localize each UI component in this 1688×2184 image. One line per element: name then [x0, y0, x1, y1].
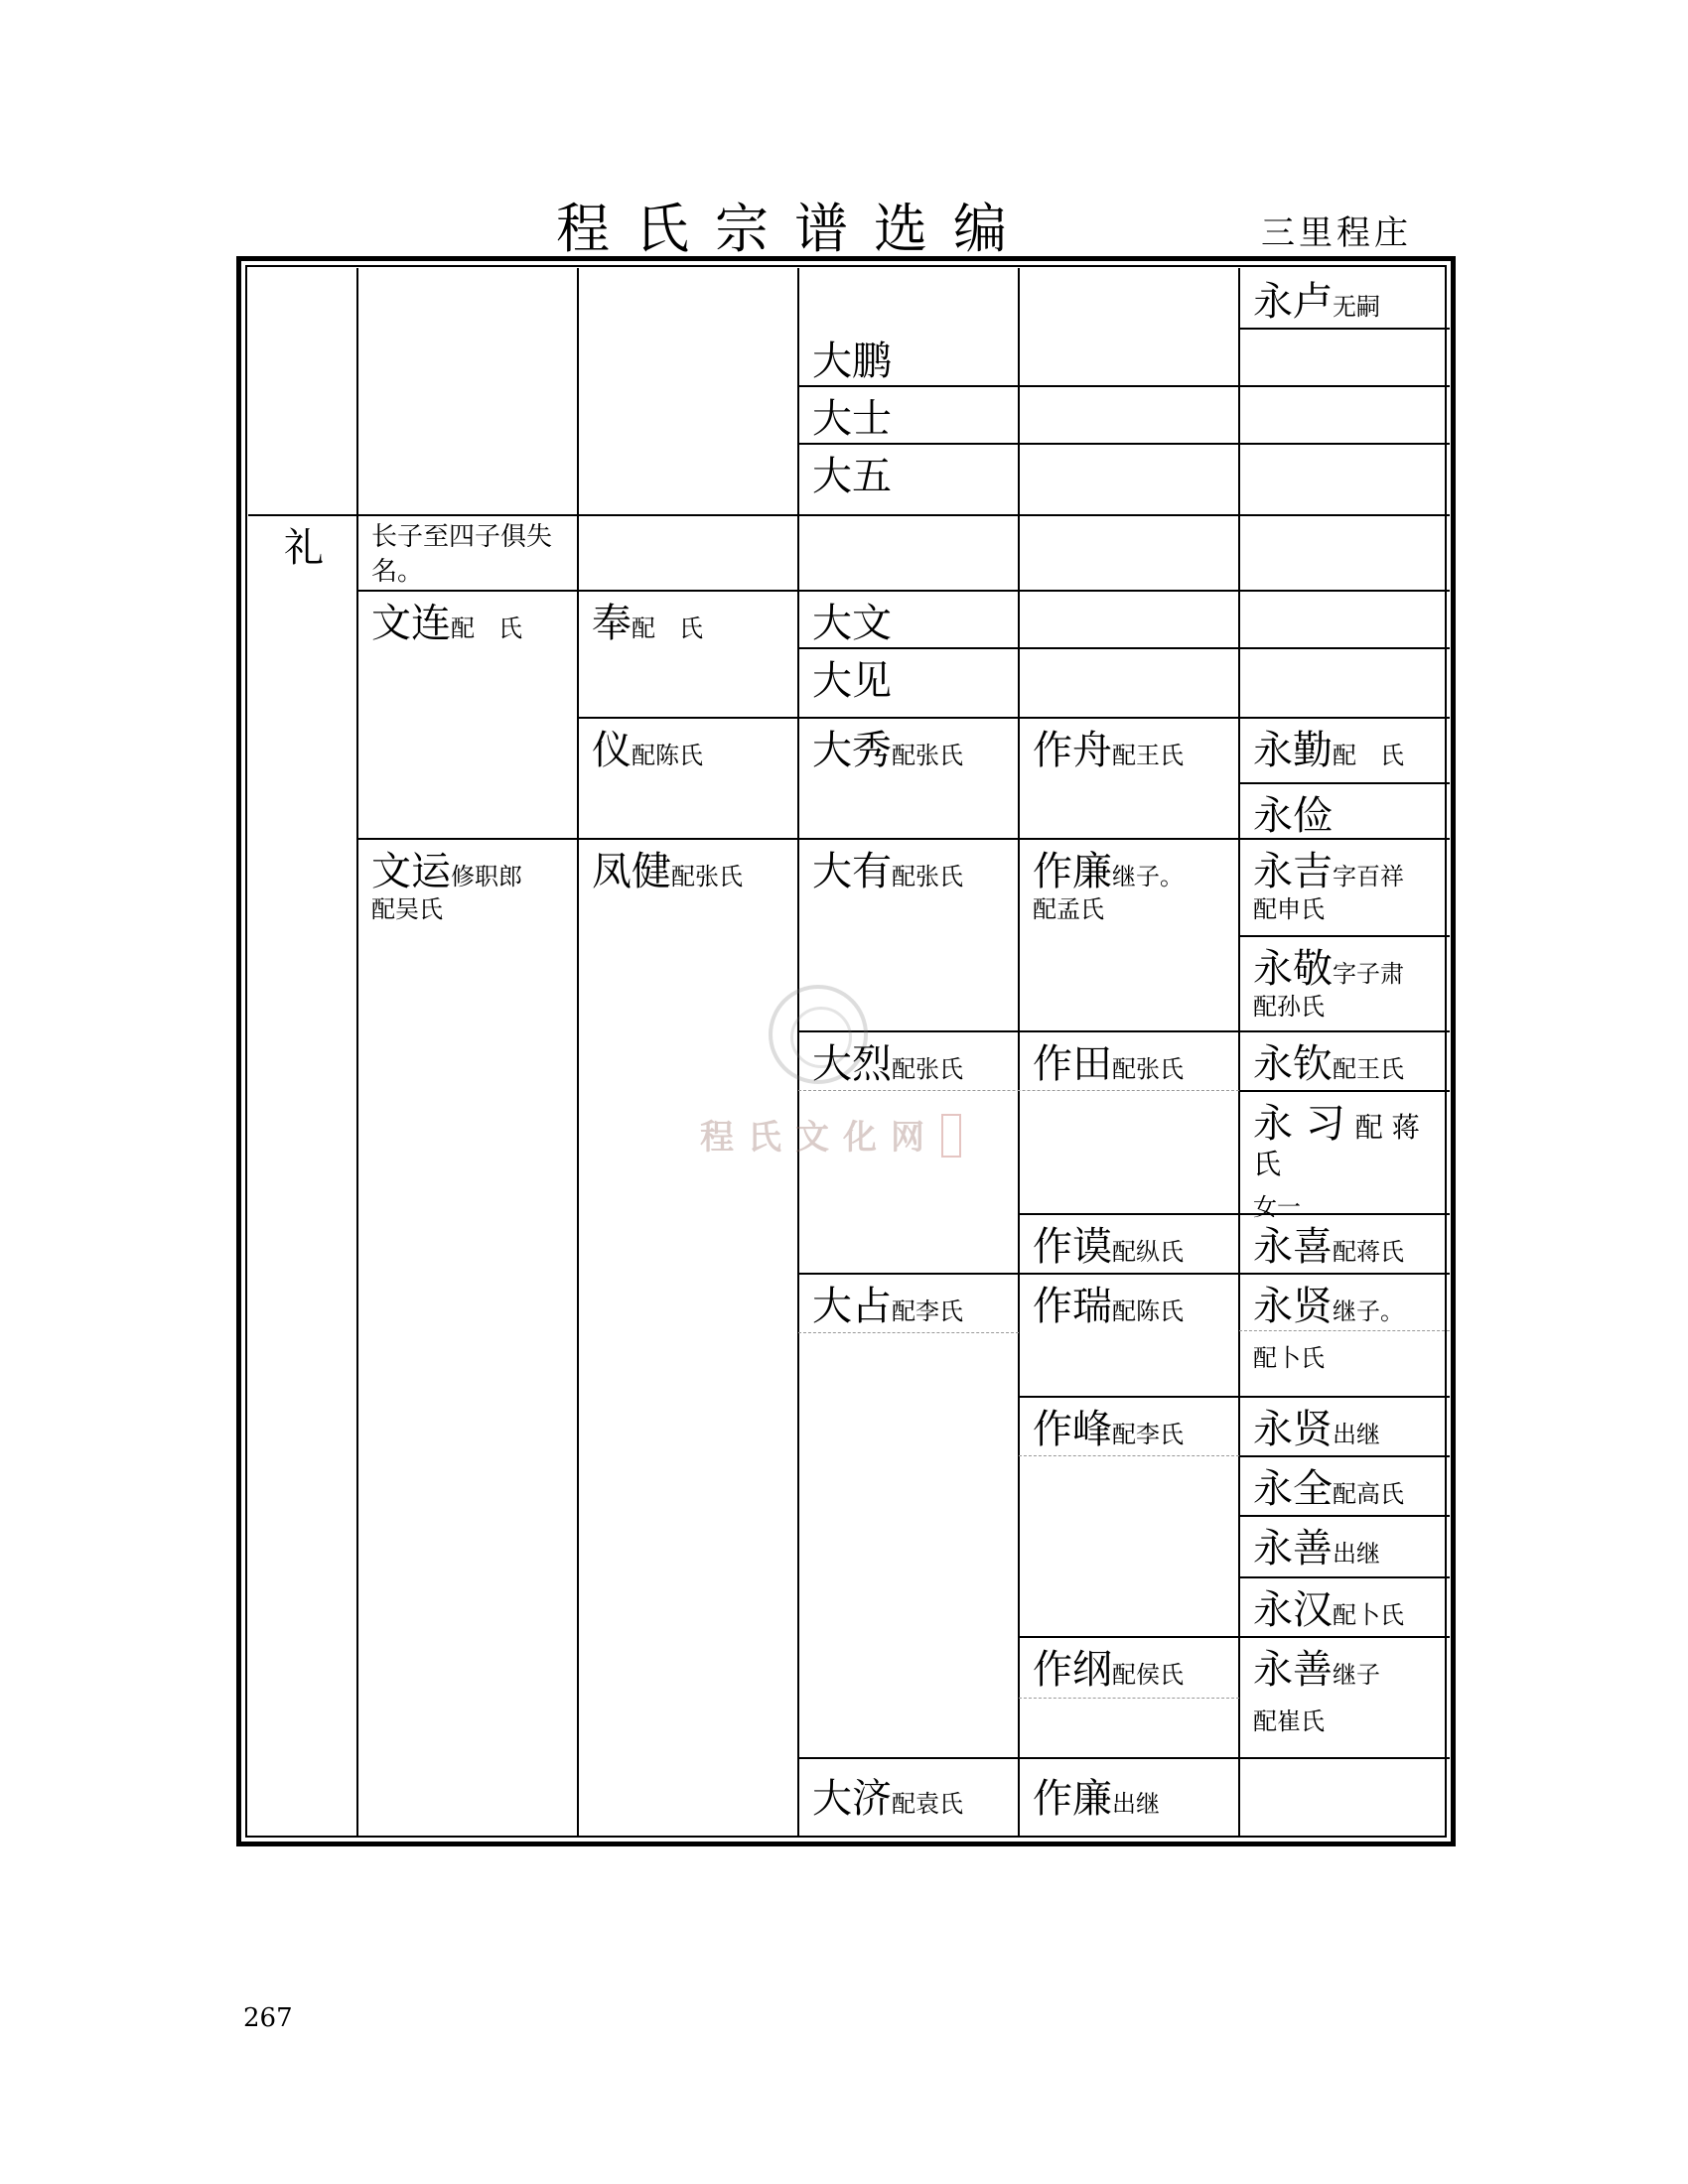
entry-note: 字子肃	[1333, 960, 1404, 988]
entry-name: 大士	[812, 396, 892, 442]
genealogy-entry	[798, 330, 1019, 385]
genealogy-entry	[1019, 840, 1239, 939]
entry-name: 永贤	[1253, 1284, 1333, 1329]
entry-name: 永吉	[1253, 849, 1333, 894]
entry-name: 作峰	[1033, 1407, 1112, 1452]
genealogy-entry	[578, 840, 798, 899]
entry-note-spouse: 配卜氏	[1253, 1344, 1325, 1372]
genealogy-entry	[1019, 1398, 1239, 1455]
genealogy-entry	[1239, 1517, 1450, 1576]
entry-name: 永善	[1253, 1647, 1333, 1693]
entry-note: 修职郎	[451, 863, 522, 890]
row-divider	[1239, 328, 1450, 330]
entry-name: 大有	[812, 849, 892, 894]
entry-note-spouse: 配崔氏	[1253, 1707, 1325, 1735]
entry-note: 出继	[1112, 1790, 1160, 1818]
entry-name: 永全	[1253, 1466, 1333, 1512]
genealogy-entry	[1019, 719, 1239, 778]
genealogy-entry	[1239, 1092, 1450, 1221]
entry-note: 配 氏	[1333, 742, 1404, 769]
entry-name: 文运	[371, 849, 451, 894]
genealogy-entry	[798, 719, 1019, 778]
genealogy-entry	[357, 592, 578, 651]
entry-name: 奉	[592, 601, 632, 646]
genealogy-entry	[1239, 840, 1450, 935]
genealogy-entry	[798, 1275, 1019, 1334]
genealogy-entry	[1019, 1638, 1239, 1698]
entry-name: 凤健	[592, 849, 671, 894]
entry-note-children: 女一	[1253, 1192, 1301, 1221]
entry-name: 永喜	[1253, 1224, 1333, 1270]
entry-note-spouse: 配吴氏	[371, 895, 443, 923]
entry-note: 配 氏	[632, 614, 703, 642]
page-title: 程氏宗谱选编	[556, 198, 1033, 260]
entry-note: 出继	[1333, 1421, 1380, 1448]
entry-note: 配李氏	[1112, 1421, 1184, 1448]
entry-name: 作瑞	[1033, 1284, 1112, 1329]
entry-note: 配张氏	[1112, 1055, 1184, 1083]
genealogy-entry	[357, 516, 568, 590]
entry-name: 永贤	[1253, 1407, 1333, 1452]
entry-name: 大济	[812, 1776, 892, 1822]
entry-note: 配纵氏	[1112, 1238, 1184, 1266]
entry-name: 永敬	[1253, 946, 1333, 992]
page-number: 267	[243, 2003, 293, 2033]
genealogy-entry	[1239, 1032, 1450, 1090]
entry-note-spouse: 配孟氏	[1033, 895, 1104, 923]
genealogy-entry	[1239, 1398, 1450, 1455]
genealogy-entry	[1239, 1578, 1450, 1636]
entry-note-spouse: 配孙氏	[1253, 993, 1325, 1021]
watermark-text: 程氏文化网	[700, 1118, 938, 1158]
genealogy-entry	[798, 649, 1019, 715]
genealogy-entry	[1239, 1638, 1450, 1757]
entry-note: 配张氏	[892, 742, 963, 769]
entry-note: 配侯氏	[1112, 1661, 1184, 1689]
entry-note: 继子	[1333, 1661, 1380, 1689]
entry-note: 无嗣	[1333, 293, 1380, 321]
dotted-guide	[1019, 1455, 1239, 1456]
entry-name: 作廉	[1033, 849, 1112, 894]
genealogy-entry	[578, 719, 798, 778]
watermark-stamp-icon	[941, 1114, 961, 1158]
entry-name: 永勤	[1253, 728, 1333, 773]
entry-name: 作廉	[1033, 1776, 1112, 1822]
genealogy-entry	[1019, 1032, 1239, 1090]
entry-note: 配蒋氏	[1333, 1238, 1404, 1266]
entry-name: 永俭	[1253, 793, 1333, 839]
entry-note-spouse: 配申氏	[1253, 895, 1325, 923]
genealogy-entry	[357, 840, 578, 939]
entry-name: 作舟	[1033, 728, 1112, 773]
genealogy-entry	[1019, 1275, 1239, 1334]
entry-name: 作田	[1033, 1041, 1112, 1087]
genealogy-entry	[798, 445, 1019, 504]
entry-name: 大文	[812, 601, 892, 646]
genealogy-entry	[1239, 1215, 1450, 1273]
page-subtitle: 三里程庄	[1261, 213, 1412, 253]
entry-name: 大秀	[812, 728, 892, 773]
entry-note: 配王氏	[1112, 742, 1184, 769]
genealogy-entry	[798, 592, 1019, 647]
entry-note: 配 氏	[451, 614, 522, 642]
entry-note: 配张氏	[892, 1055, 963, 1083]
genealogy-entry	[798, 387, 1019, 443]
genealogy-entry	[798, 1032, 1019, 1090]
entry-note: 出继	[1333, 1540, 1380, 1568]
entry-name: 永汉	[1253, 1587, 1333, 1633]
genealogy-entry	[1019, 1759, 1239, 1835]
entry-note: 配 蒋 氏	[1253, 1111, 1420, 1180]
entry-name: 作纲	[1033, 1647, 1112, 1693]
genealogy-entry	[1239, 1457, 1450, 1515]
entry-name: 大占	[812, 1284, 892, 1329]
entry-note: 配卜氏	[1333, 1601, 1404, 1629]
column-divider	[577, 268, 579, 1837]
entry-name: 大五	[812, 454, 892, 499]
entry-name: 永 习	[1253, 1101, 1345, 1147]
entry-note: 配张氏	[671, 863, 743, 890]
dotted-guide	[798, 1090, 1239, 1091]
entry-note: 配李氏	[892, 1297, 963, 1325]
entry-name: 大见	[812, 658, 892, 704]
entry-note: 配高氏	[1333, 1480, 1404, 1508]
column-divider	[356, 268, 358, 1837]
entry-note: 长子至四子俱失名。	[371, 522, 553, 588]
genealogy-entry	[798, 840, 1019, 899]
entry-note: 配陈氏	[632, 742, 703, 769]
genealogy-entry	[1019, 1215, 1239, 1273]
entry-name: 大鹏	[812, 339, 892, 384]
entry-name: 永钦	[1253, 1041, 1333, 1087]
genealogy-entry	[1239, 1275, 1450, 1396]
dotted-guide	[1019, 1698, 1239, 1699]
entry-note: 继子。	[1112, 863, 1184, 890]
entry-note: 继子。	[1333, 1297, 1404, 1325]
genealogy-entry	[1239, 784, 1450, 838]
entry-name: 永善	[1253, 1526, 1333, 1571]
genealogy-entry	[578, 592, 798, 651]
entry-note: 配袁氏	[892, 1790, 963, 1818]
entry-name: 大烈	[812, 1041, 892, 1087]
entry-note: 字百祥	[1333, 863, 1404, 890]
genealogy-entry	[1239, 937, 1450, 1030]
entry-note: 配王氏	[1333, 1055, 1404, 1083]
branch-name: 礼	[284, 525, 324, 571]
genealogy-entry	[1239, 719, 1450, 780]
entry-name: 文连	[371, 601, 451, 646]
genealogy-entry	[798, 1759, 1019, 1835]
entry-note: 配陈氏	[1112, 1297, 1184, 1325]
entry-name: 作谟	[1033, 1224, 1112, 1270]
genealogy-entry	[268, 516, 357, 586]
entry-note: 配张氏	[892, 863, 963, 890]
genealogy-entry	[1239, 270, 1450, 328]
entry-name: 仪	[592, 728, 632, 773]
entry-name: 永卢	[1253, 279, 1333, 325]
